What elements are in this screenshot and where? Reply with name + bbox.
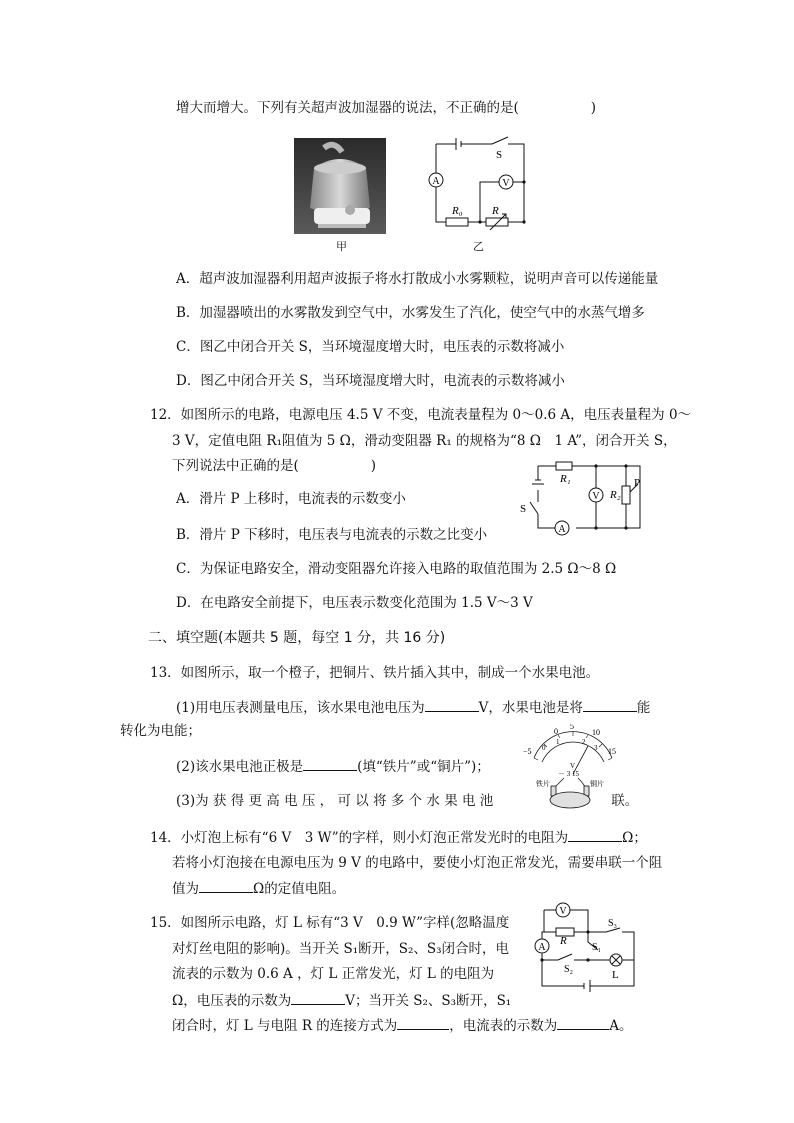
q12-line2: 3 V，定值电阻 R₁阻值为 5 Ω，滑动变阻器 R₁ 的规格为“8 Ω 1 A”，闭合开关 S， <box>172 433 677 449</box>
q15-line1: 15．如图所示电路，灯 L 标有“3 V 0.9 W”字样(忽略温度 <box>150 915 510 931</box>
q12-option-d: D．在电路安全前提下，电压表示数变化范围为 1.5 V～3 V <box>176 595 533 611</box>
q13-part1-cont: 转化为电能； <box>120 723 201 739</box>
ammeter-label: A <box>432 176 440 187</box>
ammeter-label: A <box>558 524 566 535</box>
q13-blank-voltage[interactable] <box>425 698 479 712</box>
q11-option-d: D．图乙中闭合开关 S，当环境湿度增大时，电流表的示数将减小 <box>176 373 565 389</box>
q14-line2: 若将小灯泡接在电源电压为 9 V 的电路中，要使小灯泡正常发光，需要串联一个阻 <box>172 855 663 871</box>
r-label: R <box>492 205 499 217</box>
section2-title: 二、填空题(本题共 5 题，每空 1 分，共 16 分) <box>148 630 446 646</box>
q13-stem: 13．如图所示，取一个橙子，把铜片、铁片插入其中，制成一个水果电池。 <box>150 665 600 681</box>
r0-label: R₀ <box>452 205 463 217</box>
s3-label: S₃ <box>608 918 618 929</box>
q13-part2: (2)该水果电池正极是 (填“铁片”或“铜片”)； <box>176 759 490 775</box>
svg-text:0: 0 <box>554 727 558 736</box>
q15-line3: 流表的示数为 0.6 A ，灯 L 正常发光，灯 L 的电阻为 <box>172 966 495 982</box>
q13-blank-energy[interactable] <box>583 698 637 712</box>
svg-text:−5: −5 <box>523 747 532 756</box>
fig-label-yi: 乙 <box>473 240 484 253</box>
q12-line3: 下列说法中正确的是( ) <box>172 458 377 474</box>
switch-label: S <box>496 149 503 161</box>
voltmeter-label: V <box>592 491 600 502</box>
q14-blank-series-resistor[interactable] <box>199 879 253 893</box>
svg-text:3: 3 <box>594 744 598 752</box>
q11-option-c: C．图乙中闭合开关 S，当环境湿度增大时，电压表的示数将减小 <box>176 339 565 355</box>
q11-circuit <box>428 134 532 230</box>
svg-text:2: 2 <box>582 738 586 746</box>
q15-circuit <box>528 898 642 1000</box>
q14-line1: 14．小灯泡上标有“6 V 3 W”的字样，则小灯泡正常发光时的电阻为 Ω； <box>150 830 647 846</box>
q11-stem: 增大而增大。下列有关超声波加湿器的说法，不正确的是( ) <box>176 100 597 116</box>
voltmeter-label: V <box>502 178 510 189</box>
q15-line2: 对灯丝电阻的影响)。当开关 S₁断开，S₂、S₃闭合时，电 <box>172 941 510 957</box>
fig-label-jia: 甲 <box>336 240 347 253</box>
q15-line4: Ω，电压表的示数为 V；当开关 S₂、S₃断开，S₁ <box>172 993 512 1009</box>
q15-line5: 闭合时，灯 L 与电阻 R 的连接方式为 ，电流表的示数为 A。 <box>172 1018 633 1034</box>
svg-text:15: 15 <box>608 747 616 756</box>
q15-blank-current[interactable] <box>557 1016 609 1030</box>
q11-option-b: B．加湿器喷出的水雾散发到空气中，水雾发生了汽化，使空气中的水蒸气增多 <box>176 305 645 321</box>
q12-option-a: A．滑片 P 上移时，电流表的示数变小 <box>176 491 406 507</box>
q12-line1: 12．如图所示的电路，电源电压 4.5 V 不变，电流表量程为 0～0.6 A，电压表量程为 0～ <box>150 407 692 423</box>
iron-label: 铁片 <box>536 780 550 788</box>
q13-part3: (3)为 获 得 更 高 电 压 ， 可 以 将 多 个 水 果 电 池 联。 <box>176 793 639 809</box>
r1-label: R₁ <box>560 473 571 485</box>
svg-text:10: 10 <box>592 728 600 737</box>
q14-line3: 值为 Ω的定值电阻。 <box>172 881 346 897</box>
q13-blank-positive[interactable] <box>303 757 357 771</box>
voltmeter-label: V <box>559 906 567 917</box>
fruit-battery-meter <box>520 724 624 810</box>
q12-option-c: C．为保证电路安全，滑动变阻器允许接入电路的取值范围为 2.5 Ω～8 Ω <box>176 561 617 577</box>
lamp-label: L <box>612 969 619 981</box>
r-label: R <box>560 935 567 947</box>
humidifier-photo <box>294 138 386 234</box>
q13-part1: (1)用电压表测量电压，该水果电池电压为 V，水果电池是将 能 <box>176 700 651 716</box>
s1-label: S₁ <box>592 942 602 953</box>
svg-text:－ 3 15: － 3 15 <box>558 770 579 778</box>
q14-blank-resistance[interactable] <box>568 828 622 842</box>
switch-label: S <box>520 503 527 515</box>
slider-p-label: P <box>634 477 641 489</box>
copper-label: 铜片 <box>590 780 604 788</box>
r2-label: R₂ <box>610 489 621 501</box>
svg-text:0: 0 <box>542 744 546 752</box>
ammeter-label: A <box>538 942 546 953</box>
svg-text:V: V <box>570 762 576 770</box>
q15-blank-voltmeter[interactable] <box>291 991 345 1005</box>
q15-blank-connection[interactable] <box>397 1016 449 1030</box>
q11-option-a: A．超声波加湿器利用超声波振子将水打散成小水雾颗粒，说明声音可以传递能量 <box>176 271 659 287</box>
svg-text:1: 1 <box>556 738 560 746</box>
svg-text:5: 5 <box>570 724 574 731</box>
q12-option-b: B．滑片 P 下移时，电压表与电流表的示数之比变小 <box>176 527 488 543</box>
q12-circuit <box>516 458 648 538</box>
s2-label: S₂ <box>564 964 574 975</box>
